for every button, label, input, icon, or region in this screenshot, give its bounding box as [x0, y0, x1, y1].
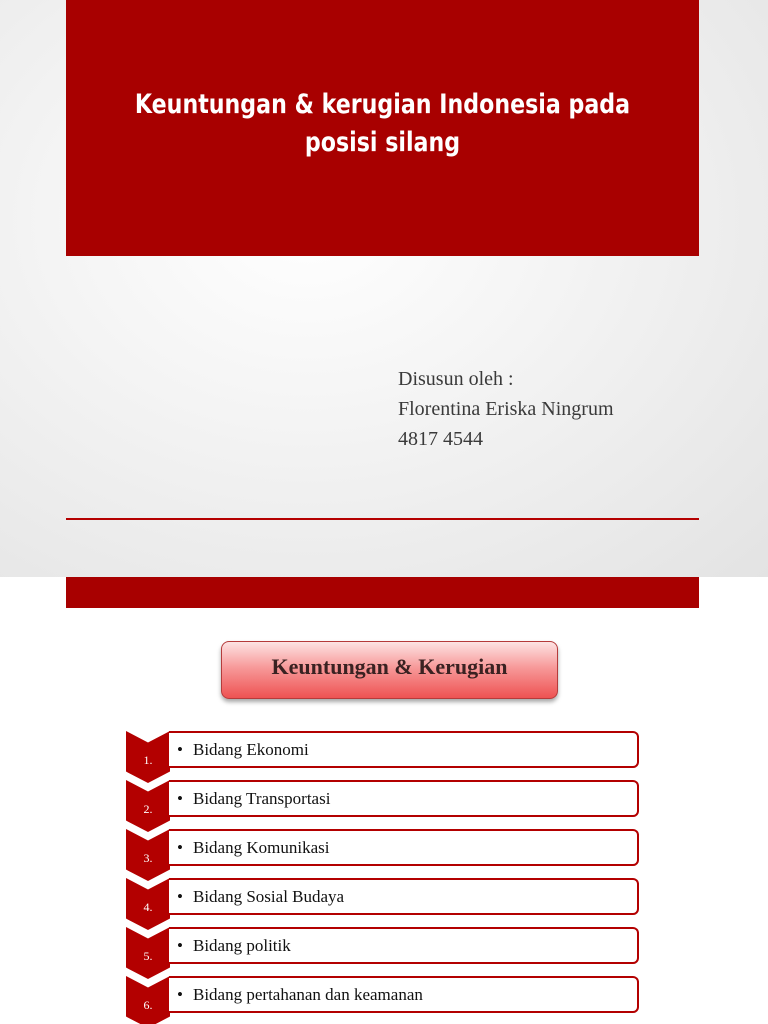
item-box [169, 976, 639, 1013]
bullet-icon: • [177, 740, 183, 759]
list-item [0, 780, 768, 820]
slide-title-line-2: posisi silang [304, 127, 461, 158]
slide-title-line-1: Keuntungan & kerugian Indonesia pada [134, 89, 631, 120]
item-label: Bidang Ekonomi [193, 740, 309, 759]
author-block [398, 364, 614, 454]
author-label: Disusun oleh : [398, 368, 514, 390]
bullet-icon: • [177, 887, 183, 906]
item-box [169, 731, 639, 768]
list-item [0, 829, 768, 869]
item-label: Bidang pertahanan dan keamanan [193, 985, 423, 1004]
list-item [0, 731, 768, 771]
title-banner [66, 0, 699, 256]
author-id-number: 4817 4544 [398, 428, 483, 450]
item-box [169, 927, 639, 964]
author-name: Florentina Eriska Ningrum [398, 398, 614, 420]
list-item [0, 927, 768, 967]
list-item [0, 878, 768, 918]
bullet-icon: • [177, 936, 183, 955]
topic-list [0, 577, 768, 1024]
item-number: 1. [143, 753, 153, 767]
item-label: Bidang Sosial Budaya [193, 887, 345, 906]
item-label: Bidang Komunikasi [193, 838, 330, 857]
slide-title [123, 86, 642, 162]
bullet-icon: • [177, 838, 183, 857]
bullet-icon: • [177, 985, 183, 1004]
item-box [169, 780, 639, 817]
item-number: 5. [143, 949, 153, 963]
item-number: 6. [143, 998, 153, 1012]
item-label: Bidang politik [193, 936, 291, 955]
item-number: 3. [143, 851, 153, 865]
item-box [169, 829, 639, 866]
item-box [169, 878, 639, 915]
item-number: 4. [143, 900, 153, 914]
section-heading: Keuntungan & Kerugian [271, 654, 508, 679]
item-number: 2. [143, 802, 153, 816]
bullet-icon: • [177, 789, 183, 808]
content-slide [0, 577, 768, 1024]
item-label: Bidang Transportasi [193, 789, 331, 808]
footer-divider [66, 518, 699, 520]
list-item [0, 976, 768, 1016]
